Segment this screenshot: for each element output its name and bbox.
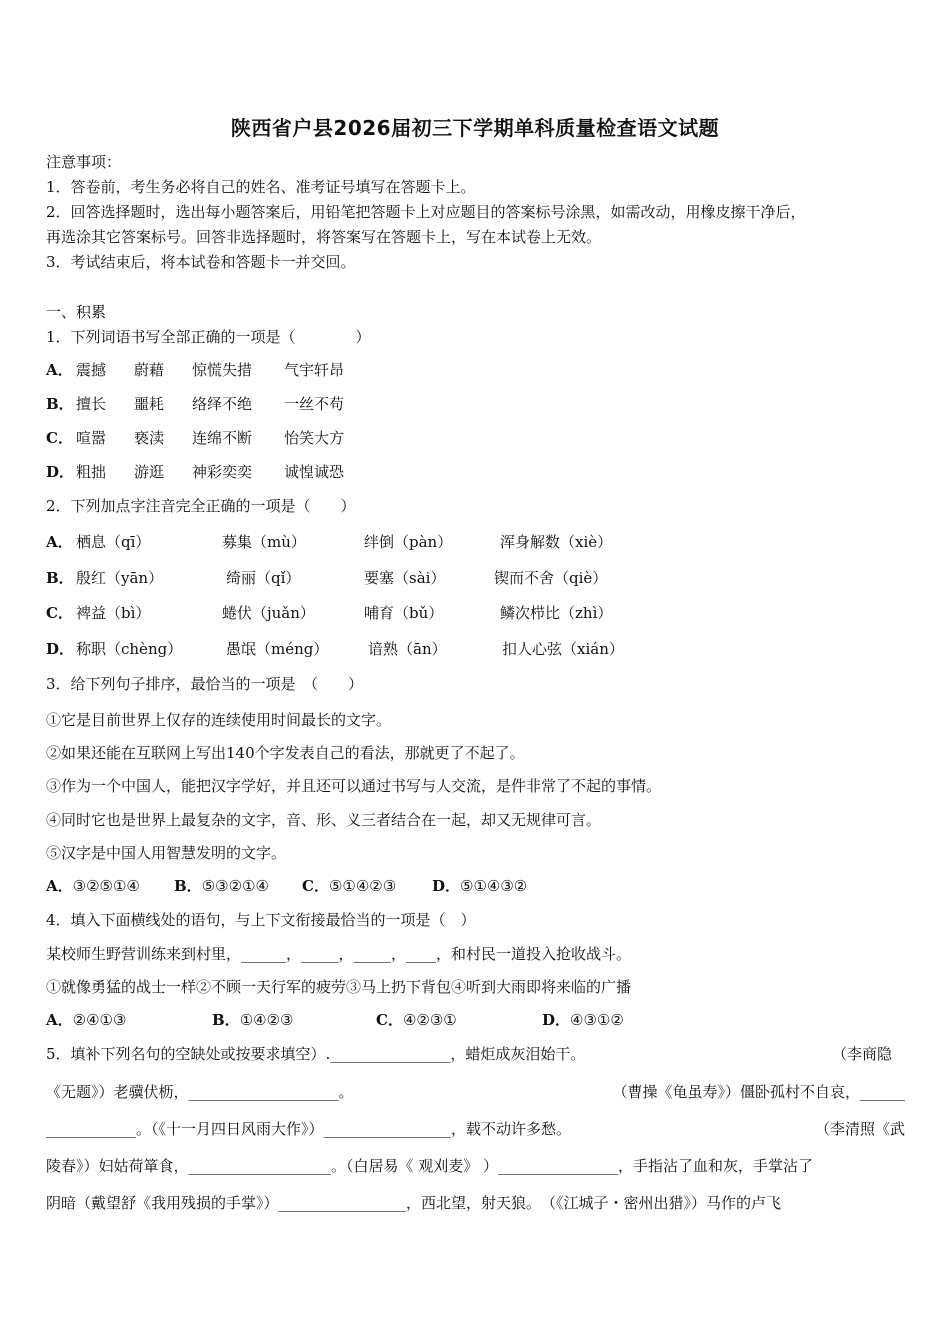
option-word: 募集（mù） bbox=[222, 533, 306, 551]
option-word: 亵渎 bbox=[134, 429, 165, 447]
q5-line: ____________。（《十一月四日风雨大作》）_________________，载不动许多愁。 bbox=[46, 1120, 572, 1138]
q2-option-b[interactable] bbox=[46, 568, 74, 588]
option-word: 喧嚣 bbox=[76, 429, 107, 447]
option-text: ④②③① bbox=[402, 1011, 457, 1029]
option-text: ④③①② bbox=[570, 1011, 624, 1029]
q3-option-b[interactable] bbox=[174, 876, 269, 896]
option-word: 惊慌失措 bbox=[192, 361, 253, 379]
option-label: D． bbox=[542, 1011, 571, 1029]
q2-option-a[interactable] bbox=[46, 532, 73, 552]
option-word: 称职（chèng） bbox=[76, 640, 183, 658]
option-word: 浑身解数（xiè） bbox=[500, 533, 613, 551]
option-word: 连绵不断 bbox=[192, 429, 253, 447]
option-label: B． bbox=[212, 1011, 240, 1029]
option-label: B． bbox=[174, 877, 202, 895]
option-word: 怡笑大方 bbox=[284, 429, 345, 447]
option-label: C． bbox=[302, 877, 329, 895]
q5-line-source: （李商隐 bbox=[831, 1045, 892, 1063]
q2-option-d[interactable] bbox=[46, 639, 74, 659]
option-word: 蜷伏（juǎn） bbox=[222, 604, 315, 622]
option-word: 绊倒（pàn） bbox=[364, 533, 453, 551]
option-word: 哺育（bǔ） bbox=[364, 604, 444, 622]
q3-option-a[interactable] bbox=[46, 876, 140, 896]
option-label: D． bbox=[46, 463, 75, 481]
q3-sentence: ④同时它也是世界上最复杂的文字，音、形、义三者结合在一起，却又无规律可言。 bbox=[46, 811, 602, 829]
q4-option-b[interactable] bbox=[212, 1010, 293, 1030]
question-2-stem: 2．下列加点字注音完全正确的一项是（ ） bbox=[46, 497, 356, 515]
page-title: 陕西省户县2026届初三下学期单科质量检查语文试题 bbox=[230, 116, 720, 140]
option-word: 游逛 bbox=[134, 463, 165, 481]
option-word: 殷红（yān） bbox=[76, 569, 164, 587]
option-word: 噩耗 bbox=[134, 395, 165, 413]
option-word: 栖息（qī） bbox=[76, 533, 151, 551]
question-3-stem: 3．给下列句子排序，最恰当的一项是 （ ） bbox=[46, 675, 364, 693]
option-label: C． bbox=[46, 604, 73, 622]
option-text: ⑤③②①④ bbox=[201, 877, 269, 895]
option-word: 气宇轩昂 bbox=[284, 361, 345, 379]
q5-line: 阴暗（戴望舒《我用残损的手掌》）_________________，西北望，射天狼。 （《江城子・密州出猎》）马作的卢飞 bbox=[46, 1194, 782, 1212]
notice-item: 2．回答选择题时，选出每小题答案后，用铅笔把答题卡上对应题目的答案标号涂黑，如需改动，用橡皮擦干净后， bbox=[46, 203, 806, 221]
option-label: D． bbox=[46, 640, 75, 658]
option-word: 擅长 bbox=[76, 395, 107, 413]
option-word: 谙熟（ān） bbox=[368, 640, 447, 658]
q5-line-source: （曹操《龟虽寿》）僵卧孤村不自哀，______ bbox=[612, 1083, 905, 1101]
q2-option-c[interactable] bbox=[46, 603, 73, 623]
q3-sentence: ①它是目前世界上仅存的连续使用时间最长的文字。 bbox=[46, 711, 392, 729]
notice-item: 再选涂其它答案标号。回答非选择题时，将答案写在答题卡上，写在本试卷上无效。 bbox=[46, 228, 602, 246]
option-text: ⑤①④③② bbox=[460, 877, 528, 895]
section-heading: 一、积累 bbox=[46, 303, 107, 321]
q4-option-a[interactable] bbox=[46, 1010, 126, 1030]
q1-option-b[interactable] bbox=[46, 394, 74, 414]
option-word: 扣人心弦（xián） bbox=[502, 640, 624, 658]
q3-sentence: ③作为一个中国人，能把汉字学好，并且还可以通过书写与人交流，是件非常了不起的事情。 bbox=[46, 777, 662, 795]
option-word: 鳞次栉比（zhì） bbox=[500, 604, 613, 622]
q3-option-c[interactable] bbox=[302, 876, 396, 896]
option-word: 蔚藉 bbox=[134, 361, 165, 379]
option-label: B． bbox=[46, 569, 74, 587]
option-label: C． bbox=[376, 1011, 403, 1029]
option-label: C． bbox=[46, 429, 73, 447]
option-label: A． bbox=[46, 877, 73, 895]
notice-heading: 注意事项： bbox=[46, 153, 122, 171]
q5-line-source: （李清照《武 bbox=[814, 1120, 905, 1138]
option-label: A． bbox=[46, 361, 73, 379]
q4-option-d[interactable] bbox=[542, 1010, 624, 1030]
option-text: ③②⑤①④ bbox=[72, 877, 140, 895]
question-4-stem: 4．填入下面横线处的语句，与上下文衔接最恰当的一项是（ ） bbox=[46, 911, 476, 929]
option-word: 裨益（bì） bbox=[76, 604, 151, 622]
q5-line: 5．填补下列名句的空缺处或按要求填空）.________________，蜡炬成灰泪始干。 bbox=[46, 1045, 586, 1063]
q1-option-c[interactable] bbox=[46, 428, 73, 448]
option-word: 诚惶诚恐 bbox=[284, 463, 345, 481]
option-word: 一丝不苟 bbox=[284, 395, 345, 413]
option-label: A． bbox=[46, 1011, 73, 1029]
q4-context: 某校师生野营训练来到村里，______，_____，_____，____，和村民一道投入抢收战斗。 bbox=[46, 945, 632, 963]
option-word: 愚氓（méng） bbox=[226, 640, 329, 658]
option-word: 络绎不绝 bbox=[192, 395, 253, 413]
option-text: ⑤①④②③ bbox=[328, 877, 397, 895]
option-word: 要塞（sài） bbox=[364, 569, 446, 587]
option-word: 绮丽（qǐ） bbox=[226, 569, 301, 587]
q5-line: 陵春》）妇姑荷箪食，___________________。（白居易《 观刈麦》 ）________________，手指沾了血和灰，手掌沾了 bbox=[46, 1157, 814, 1175]
q4-option-c[interactable] bbox=[376, 1010, 457, 1030]
q5-line: 《无题》）老骥伏枥，____________________。 bbox=[46, 1083, 354, 1101]
q1-option-d[interactable] bbox=[46, 462, 74, 482]
q3-sentence: ②如果还能在互联网上写出140个字发表自己的看法，那就更了不起了。 bbox=[46, 744, 525, 762]
option-text: ①④②③ bbox=[239, 1011, 294, 1029]
option-label: D． bbox=[432, 877, 461, 895]
q3-option-d[interactable] bbox=[432, 876, 527, 896]
option-text: ②④①③ bbox=[72, 1011, 127, 1029]
option-word: 震撼 bbox=[76, 361, 107, 379]
option-label: A． bbox=[46, 533, 73, 551]
question-1-stem: 1．下列词语书写全部正确的一项是（ ） bbox=[46, 328, 371, 346]
q4-choices: ①就像勇猛的战士一样②不顾一天行军的疲劳③马上扔下背包④听到大雨即将来临的广播 bbox=[46, 978, 632, 996]
option-word: 锲而不舍（qiè） bbox=[494, 569, 608, 587]
option-word: 粗拙 bbox=[76, 463, 107, 481]
q1-option-a[interactable] bbox=[46, 360, 73, 380]
q3-sentence: ⑤汉字是中国人用智慧发明的文字。 bbox=[46, 844, 287, 862]
notice-item: 3．考试结束后，将本试卷和答题卡一并交回。 bbox=[46, 253, 356, 271]
option-label: B． bbox=[46, 395, 74, 413]
option-word: 神彩奕奕 bbox=[192, 463, 253, 481]
notice-item: 1．答卷前，考生务必将自己的姓名、准考证号填写在答题卡上。 bbox=[46, 178, 476, 196]
